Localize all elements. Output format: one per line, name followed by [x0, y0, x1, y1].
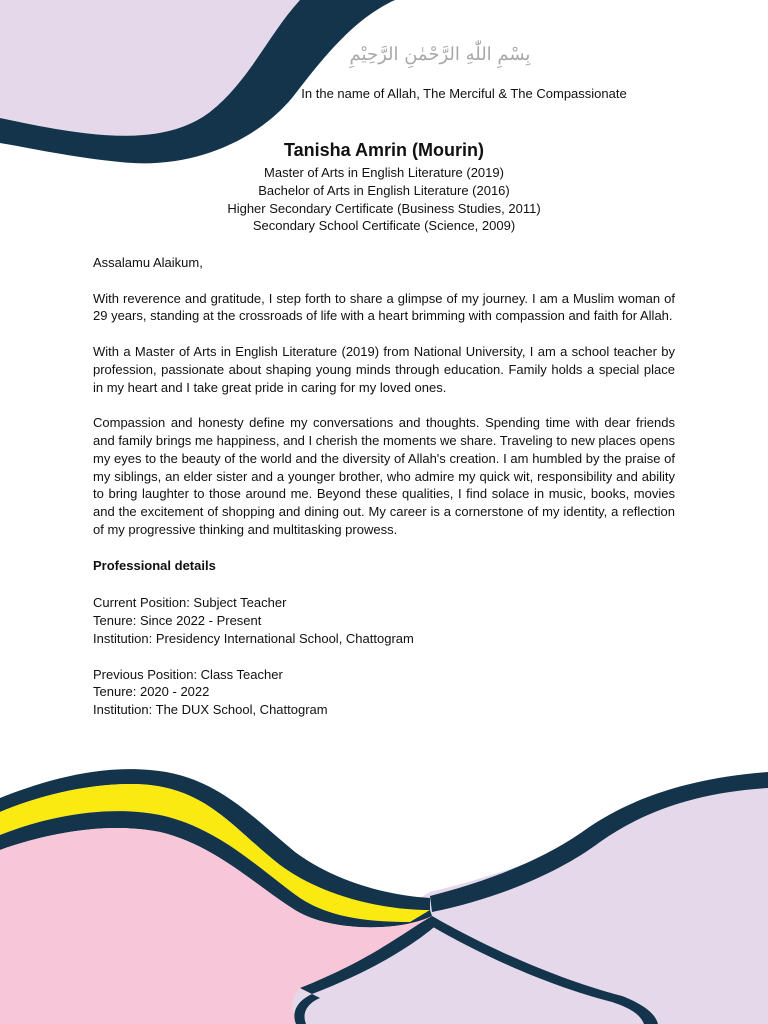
previous-tenure: Tenure: 2020 - 2022 [93, 684, 210, 700]
qualifications-list [0, 164, 768, 235]
letter-paragraph: With a Master of Arts in English Literature (2019) from National University, I am a school teacher by profession, passionate about shaping young minds through education. Family holds a special place in my heart and I take great pride in caring for my loved ones. [93, 343, 675, 395]
current-institution: Institution: Presidency International School, Chattogram [93, 630, 414, 646]
current-tenure: Tenure: Since 2022 - Present [93, 613, 262, 629]
letter-greeting: Assalamu Alaikum, [93, 255, 203, 270]
bismillah-calligraphy: بِسْمِ اللّٰهِ الرَّحْمٰنِ الرَّحِيْمِ [349, 44, 531, 65]
qualification-item: Higher Secondary Certificate (Business Studies, 2011) [227, 200, 541, 216]
qualification-item: Master of Arts in English Literature (2019) [264, 165, 504, 180]
previous-institution: Institution: The DUX School, Chattogram [93, 702, 328, 718]
current-position-block [93, 594, 675, 647]
letter-paragraph: With reverence and gratitude, I step forth to share a glimpse of my journey. I am a Muslim woman of 29 years, standing at the crossroads of life with a heart brimming with compassion and faith for Allah. [93, 290, 675, 324]
professional-details-heading: Professional details [93, 557, 216, 573]
bottom-wave-decoration [0, 760, 768, 1024]
qualification-item: Secondary School Certificate (Science, 2009) [252, 218, 516, 234]
profile-name: Tanisha Amrin (Mourin) [284, 140, 484, 160]
header-tagline: In the name of Allah, The Merciful & The Compassionate [301, 86, 627, 101]
current-position: Current Position: Subject Teacher [93, 595, 287, 611]
letter-body [93, 254, 675, 737]
previous-position: Previous Position: Class Teacher [93, 666, 283, 682]
letter-paragraph: Compassion and honesty define my conversations and thoughts. Spending time with dear friends and family brings me happiness, and I cherish the moments we share. Traveling to new places opens my eyes to the beauty of the world and the diversity of Allah's creation. I am humbled by the praise of my siblings, an elder sister and a younger brother, who admire my quick wit, responsibility and ability to bring laughter to those around me. Beyond these qualities, I find solace in music, books, movies and the excitement of shopping and dining out. My career is a cornerstone of my identity, a reflection of my progressive thinking and multitasking prowess. [93, 415, 675, 537]
previous-position-block [93, 666, 675, 719]
qualification-item: Bachelor of Arts in English Literature (2016) [258, 182, 510, 198]
